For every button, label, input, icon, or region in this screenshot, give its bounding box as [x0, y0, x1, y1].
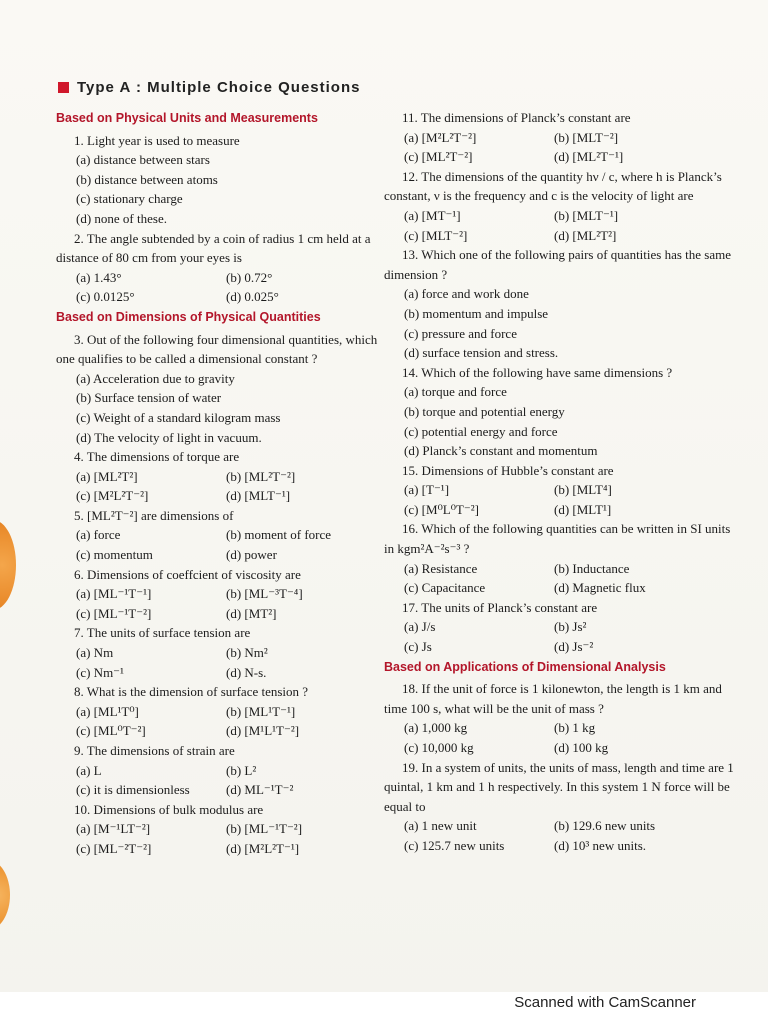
question-text: 5. [ML²T⁻²] are dimensions of: [74, 507, 234, 523]
option-row: [56, 486, 390, 506]
option: (d) 100 kg: [554, 740, 609, 755]
option-row: [56, 663, 390, 683]
option-row: [56, 721, 390, 741]
question-text: 7. The units of surface tension are: [74, 625, 251, 641]
option: (d) The velocity of light in vacuum.: [76, 429, 262, 445]
option-row: [56, 702, 390, 722]
option: (d) N-s.: [226, 664, 267, 680]
option-row: [384, 206, 734, 226]
option: (b) distance between atoms: [76, 171, 218, 187]
subsection-title: Based on Applications of Dimensional Analysis: [384, 659, 666, 674]
option: (c) Js: [404, 639, 432, 655]
option: (b) [MLT⁻¹]: [554, 207, 619, 223]
option: (c) 125.7 new units: [404, 837, 505, 853]
option: (c) Capacitance: [404, 580, 486, 596]
option: (a) [MT⁻¹]: [404, 207, 461, 223]
option-row: [384, 718, 734, 738]
option: (d) Js⁻²: [554, 639, 594, 655]
left-column: [56, 108, 390, 859]
question-text: 10. Dimensions of bulk modulus are: [74, 801, 264, 817]
option: (a) Nm: [76, 645, 114, 661]
option: (a) 1 new unit: [404, 818, 477, 834]
option: (c) [MLT⁻²]: [404, 227, 468, 243]
option: (d) [ML²T⁻¹]: [554, 149, 624, 165]
option: (b) Nm²: [226, 645, 268, 661]
option: (a) 1,000 kg: [404, 720, 468, 736]
option: (d) Planck’s constant and momentum: [404, 443, 598, 459]
option: (a) torque and force: [404, 384, 507, 400]
option-row: [56, 467, 390, 487]
option: (d) 0.025°: [226, 289, 279, 305]
question-text: 15. Dimensions of Hubble’s constant are: [402, 462, 614, 478]
option: (d) [MLT¹]: [554, 501, 612, 517]
option: (d) none of these.: [76, 210, 167, 226]
option: (d) [ML²T²]: [554, 227, 617, 243]
option: (c) [ML⁻²T⁻²]: [76, 840, 152, 856]
option: (a) Acceleration due to gravity: [76, 370, 235, 386]
option: (d) [MT²]: [226, 605, 277, 621]
option: (d) power: [226, 547, 277, 563]
option-row: [56, 268, 390, 288]
option: (a) force and work done: [404, 286, 529, 302]
scanner-watermark-bar: [0, 992, 768, 1024]
option: (c) stationary charge: [76, 191, 183, 207]
option: (b) [ML⁻¹T⁻²]: [226, 821, 303, 837]
option-row: [384, 836, 734, 856]
right-column: [384, 108, 734, 856]
option-row: [56, 761, 390, 781]
option: (b) momentum and impulse: [404, 305, 549, 321]
option: (c) [ML²T⁻²]: [404, 149, 473, 165]
question-text: 13. Which one of the following pairs of quantities has the same dimension ?: [384, 247, 732, 282]
option: (a) J/s: [404, 619, 436, 635]
option: (c) Nm⁻¹: [76, 664, 124, 680]
question-text: 8. What is the dimension of surface tension ?: [74, 684, 309, 700]
question-text: 11. The dimensions of Planck’s constant are: [402, 110, 631, 125]
option: (c) potential energy and force: [404, 423, 558, 439]
option: (d) Magnetic flux: [554, 580, 646, 596]
question-text: 16. Which of the following quantities can be written in SI units in kgm²A⁻²s⁻³ ?: [384, 521, 731, 557]
option-row: [384, 147, 734, 167]
option-row: [56, 780, 390, 800]
option: (c) momentum: [76, 547, 153, 563]
option: (b) Inductance: [554, 560, 630, 576]
section-heading: Type A : Multiple Choice Questions: [58, 79, 360, 96]
finger-edge: [0, 860, 10, 930]
subsection-title: Based on Physical Units and Measurements: [56, 111, 318, 125]
option: (c) [ML⁰T⁻²]: [76, 723, 146, 739]
option-row: [384, 637, 734, 657]
option: (b) Js²: [554, 619, 587, 635]
option: (b) moment of force: [226, 527, 332, 543]
option-row: [56, 287, 390, 307]
question-text: 17. The units of Planck’s constant are: [402, 599, 598, 615]
option: (b) [ML⁻³T⁻⁴]: [226, 586, 303, 602]
option: (a) force: [76, 527, 121, 543]
option: (d) surface tension and stress.: [404, 345, 559, 361]
option: (c) pressure and force: [404, 325, 517, 341]
option: (b) Surface tension of water: [76, 390, 222, 406]
option-row: [384, 578, 734, 598]
option: (c) Weight of a standard kilogram mass: [76, 409, 281, 425]
question-text: 18. If the unit of force is 1 kilonewton, the length is 1 km and time 100 s, what will be the unit of mass ?: [384, 681, 722, 716]
option-row: [56, 584, 390, 604]
option: (b) [MLT⁻²]: [554, 129, 619, 145]
option: (b) [ML¹T⁻¹]: [226, 703, 296, 719]
option: (b) [ML²T⁻²]: [226, 468, 296, 484]
option: (b) 129.6 new units: [554, 818, 656, 834]
option: (b) 0.72°: [226, 269, 273, 285]
option: (a) [T⁻¹]: [404, 482, 450, 498]
option: (c) 0.0125°: [76, 289, 135, 305]
option-row: [384, 617, 734, 637]
option-row: [56, 545, 390, 565]
option-row: [384, 500, 734, 520]
option-row: [384, 559, 734, 579]
option-row: [56, 525, 390, 545]
option: (b) [MLT⁴]: [554, 482, 612, 498]
option-row: [56, 643, 390, 663]
option-row: [384, 738, 734, 758]
option-row: [56, 839, 390, 859]
option: (a) [ML⁻¹T⁻¹]: [76, 586, 152, 602]
option: (a) [M⁻¹LT⁻²]: [76, 821, 151, 837]
subsection-title: Based on Dimensions of Physical Quantities: [56, 309, 321, 324]
question-text: 6. Dimensions of coeffcient of viscosity are: [74, 566, 301, 582]
option: (d) [MLT⁻¹]: [226, 488, 291, 504]
option: (c) it is dimensionless: [76, 782, 190, 798]
option: (c) 10,000 kg: [404, 740, 474, 755]
finger-edge: [0, 520, 16, 610]
question-text: 2. The angle subtended by a coin of radius 1 cm held at a distance of 80 cm from your eyes is: [56, 230, 371, 266]
option: (c) [M²L²T⁻²]: [76, 488, 149, 504]
option: (a) Resistance: [404, 560, 478, 576]
option: (c) [ML⁻¹T⁻²]: [76, 605, 152, 621]
option: (a) 1.43°: [76, 269, 122, 285]
question-text: 1. Light year is used to measure: [74, 132, 240, 148]
scanner-watermark: Scanned with CamScanner: [514, 994, 696, 1011]
question-text: 12. The dimensions of the quantity hν / c, where h is Planck’s constant, ν is the frequency and c is the velocity of light are: [384, 168, 722, 204]
option: (a) L: [76, 762, 102, 778]
option: (b) torque and potential energy: [404, 403, 565, 419]
option: (a) [ML¹T⁰]: [76, 703, 139, 719]
option: (b) 1 kg: [554, 720, 596, 736]
option-row: [384, 480, 734, 500]
option: (d) [M²L²T⁻¹]: [226, 840, 300, 856]
question-text: 14. Which of the following have same dimensions ?: [402, 364, 673, 380]
option-row: [384, 226, 734, 246]
option-row: [384, 128, 734, 148]
option: (c) [M⁰L⁰T⁻²]: [404, 501, 479, 517]
option-row: [384, 816, 734, 836]
option: (a) distance between stars: [76, 152, 210, 168]
question-text: 4. The dimensions of torque are: [74, 449, 240, 465]
option: (d) ML⁻¹T⁻²: [226, 782, 294, 798]
option: (b) L²: [226, 762, 257, 778]
question-text: 9. The dimensions of strain are: [74, 743, 235, 758]
option: (d) [M¹L¹T⁻²]: [226, 723, 300, 739]
option: (a) [ML²T²]: [76, 468, 138, 484]
red-square-bullet-icon: [58, 82, 69, 93]
option-row: [56, 819, 390, 839]
option: (a) [M²L²T⁻²]: [404, 129, 477, 145]
option: (d) 10³ new units.: [554, 837, 646, 853]
question-text: 19. In a system of units, the units of mass, length and time are 1 quintal, 1 km and 1 h respectively. In this system 1 N force will be equal to: [384, 759, 734, 814]
option-row: [56, 604, 390, 624]
question-text: 3. Out of the following four dimensional quantities, which one qualifies to be called a dimensional constant ?: [56, 331, 378, 367]
